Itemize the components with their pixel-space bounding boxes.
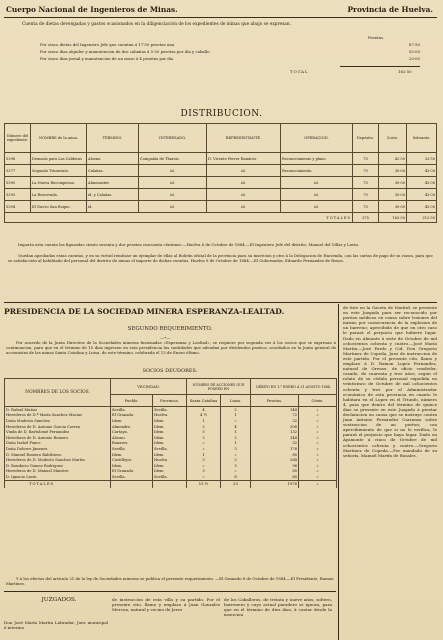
- header-rule: [4, 17, 437, 18]
- totals-row: [5, 213, 437, 223]
- cell: 80: [251, 469, 299, 475]
- fee-row: [40, 57, 420, 64]
- society-title: PRESIDENCIA DE LA SOCIEDAD MINERA ESPERANZA-LEALTAD.: [4, 307, 285, 316]
- cell: »: [299, 452, 337, 458]
- cell: Huelva.: [153, 413, 187, 419]
- cell: 96: [251, 463, 299, 469]
- cell: 3: [187, 457, 221, 463]
- cell: »: [299, 446, 337, 452]
- cell: Doña Isabel Ponce: [5, 441, 111, 447]
- cell: Alosno.: [87, 153, 139, 165]
- cell: 1: [187, 418, 221, 424]
- totals-label: TOTALES: [5, 213, 353, 223]
- table-row: [5, 153, 437, 165]
- cell: 2: [221, 407, 251, 413]
- cell: 23: [221, 480, 251, 488]
- cell: 4: [221, 424, 251, 430]
- fee-text: Por cinco dias jornal y manutencion de un mozo á 4 pesetas por dia: [40, 56, 174, 61]
- cell: 72: [251, 413, 299, 419]
- table-row: [5, 189, 437, 201]
- cell: 75: [353, 177, 379, 189]
- cell: »: [299, 480, 337, 488]
- approval-notice: Quedan aprobadas estas cuentas, y en su virtud remítase un ejemplar de ellas al Boletín oficial de la provincia para su insercion y otro á la Delegacion de Hacienda, con las cartas de pago de su razon, para que se satisfacción al habilitado del personal del distrito de minas el importe de dichas cuentas. Huelva 9 de Octubre de 1884.—El Gobernador, Eduardo Fernandez de Rosas.: [8, 253, 433, 263]
- provincia-header: Provincia.: [153, 395, 187, 407]
- cell: »: [299, 413, 337, 419]
- table-row: [5, 165, 437, 177]
- cell: D. Manuel Romero Baldivieso: [5, 452, 111, 458]
- ornament: —•—: [160, 335, 171, 340]
- cell: id.: [281, 201, 353, 213]
- cell: Cartaya.: [111, 429, 153, 435]
- table-row: [5, 177, 437, 189]
- cell: 1: [221, 429, 251, 435]
- dist-header: TERMINO.: [87, 124, 139, 153]
- distribution-table: [4, 123, 437, 223]
- cell: Idem: [153, 418, 187, 424]
- cell: Compañía de Tharsis.: [139, 153, 207, 165]
- cell: Herederos de D. Manuel Maestre: [5, 469, 111, 475]
- cell: id.: [207, 177, 281, 189]
- distribution-header-row: [5, 124, 437, 153]
- cell: Idem: [153, 429, 187, 435]
- cell: 42·50: [379, 153, 407, 165]
- cell: Segundo Triunviato.: [31, 165, 87, 177]
- dist-header: Sobrante.: [407, 124, 437, 153]
- fee-text: Por cinco dietas del Ingeniero Jefe que cuentan á 17'50 pesetas una: [40, 42, 175, 47]
- fees-total-label: TOTAL: [290, 69, 309, 74]
- cell: 45·00: [407, 189, 437, 201]
- cell: 1: [221, 413, 251, 419]
- cell: Idem: [153, 441, 187, 447]
- society-closing: Y á los efectos del artículo 21 de la ley de Sociedades mineras se publica el presente requerimiento. —El Granado 8 de Octubre de 1884.—El Presidente, Ramon Martinez.: [6, 576, 334, 586]
- fees-sum-line: [340, 66, 420, 67]
- cell: Reconocimiento.: [281, 165, 353, 177]
- cell: »: [187, 463, 221, 469]
- cell: D. Vicente Ferrer Ramírez.: [207, 153, 281, 165]
- cell: Huelva: [153, 457, 187, 463]
- cell: D. Bonifacio Gomez Rodriguez: [5, 463, 111, 469]
- cell: 208: [251, 424, 299, 430]
- cell: »: [221, 469, 251, 475]
- fee-amount: 20·00: [408, 56, 420, 61]
- cell: 5377: [5, 165, 31, 177]
- cell: Idem: [153, 424, 187, 430]
- cell: [153, 480, 187, 488]
- society-subtitle: SEGUNDO REQUERIMIENTO.: [127, 326, 213, 332]
- cell: »: [221, 418, 251, 424]
- santa-header: Santa Catalina: [187, 395, 221, 407]
- cell: 1: [221, 441, 251, 447]
- cell: D. Ignacio Lavin: [5, 474, 111, 480]
- cell: »: [299, 429, 337, 435]
- cell: 5390: [5, 177, 31, 189]
- cell: Idem: [153, 435, 187, 441]
- cell: Herederos de D. Modesto Sanchez Martin: [5, 457, 111, 463]
- cell: id.: [281, 177, 353, 189]
- cell: Herederos de D.ª María Sanchez Macias: [5, 413, 111, 419]
- cell: 45·00: [407, 177, 437, 189]
- cell: 30·00: [379, 201, 407, 213]
- cell: Alosno.: [111, 435, 153, 441]
- dist-header: NOMBRE de la mina.: [31, 124, 87, 153]
- header-right: Provincia de Huelva.: [347, 5, 433, 14]
- cell: 8: [221, 474, 251, 480]
- pesetas-header: Pesetas.: [251, 395, 299, 407]
- cell: Idem: [153, 463, 187, 469]
- cell: 2: [221, 435, 251, 441]
- cell: 75: [353, 201, 379, 213]
- cell: 212·50: [407, 213, 437, 223]
- cell: Sevilla.: [153, 407, 187, 413]
- cell: »: [299, 424, 337, 430]
- cell: 30·00: [379, 189, 407, 201]
- cell: Herederos de D. Antonio Romero: [5, 435, 111, 441]
- debtors-totals-label: TOTALES: [5, 480, 111, 488]
- cell: id.: [139, 201, 207, 213]
- debtors-totals-row: [5, 480, 337, 488]
- cell: 80: [251, 474, 299, 480]
- header-left: Cuerpo Nacional de Ingenieros de Minas.: [6, 5, 178, 14]
- cell: Sevilla.: [153, 446, 187, 452]
- juzgados-title: JUZGADOS.: [41, 597, 77, 603]
- cell: [111, 480, 153, 488]
- cell: id.: [87, 201, 139, 213]
- cell: 45·00: [407, 201, 437, 213]
- debtors-table: [4, 378, 337, 488]
- cell: Idem: [111, 418, 153, 424]
- cell: id.: [139, 189, 207, 201]
- cell: »: [299, 463, 337, 469]
- cell: id.: [139, 165, 207, 177]
- cell: Doña Modesta Sanchez: [5, 418, 111, 424]
- cell: El Nuevo San Roque.: [31, 201, 87, 213]
- cell: »: [299, 457, 337, 463]
- juzgados-col3: de los Caballeros, de treinta y nueve años, soltero, barrenero y cuyo actual paradero se ignora, para que en el término de diez dias, á contar desde la insercion: [224, 597, 332, 618]
- cell: 5393: [5, 189, 31, 201]
- cell: »: [299, 418, 337, 424]
- cell: 32·50: [407, 153, 437, 165]
- distribution-title: DISTRIBUCION.: [180, 109, 263, 119]
- society-body: Por acuerdo de la Junta Directiva de la Sociedades mineras fusionadas «Esperanza y Lealtad», se requiere por segunda vez á los socios que se expresan á continuacion, para que en el término de 15 dias ingresen en esta presidencia las cantidades que adeudan por dividendos pasivos, acordados en la Junta general de accionistas de las minas Santa Catalina y Luisa, de este término, celebrada el 13 de Enero último.: [6, 340, 336, 355]
- cell: Calañas.: [87, 165, 139, 177]
- cell: 2: [187, 435, 221, 441]
- cell: 32: [251, 418, 299, 424]
- fee-amount: 87·50: [408, 42, 420, 47]
- vecindad-header: VECINDAD.: [111, 379, 187, 395]
- cell: id. y Calañas.: [87, 189, 139, 201]
- cell: 1976: [251, 480, 299, 488]
- fees-intro: Cuenta de dietas devengadas y gastos ocasionados en la diligenciación de los expedientes de minas que abajo se expresan.: [22, 22, 291, 27]
- section-rule: [4, 302, 437, 303]
- cell: 4: [187, 407, 221, 413]
- cell: 176: [251, 446, 299, 452]
- cell: 5394: [5, 201, 31, 213]
- cell: Castillejos: [111, 457, 153, 463]
- debito-header: DÉBITO EN 1.° ENERO Á 31 AGOSTO 1884.: [251, 379, 337, 395]
- juzgados-col2: de instruccion de esta villa y su partido. Por el presente cito, llamo y emplazo á Juan Gonzalez Mercon, natural y vecino de Jerez: [112, 597, 220, 613]
- dist-header: Número del expediente.: [5, 124, 31, 153]
- cell: »: [221, 452, 251, 458]
- cell: El Granado.: [111, 413, 153, 419]
- cell: id.: [207, 165, 281, 177]
- luisa-header: Luisa.: [221, 395, 251, 407]
- debtors-header-row: [5, 379, 337, 395]
- cell: La Reservada.: [31, 189, 87, 201]
- cell: 3: [221, 463, 251, 469]
- dist-header: Costo.: [379, 124, 407, 153]
- acciones-header: NÚMERO DE ACCIONES QUE POSEEN EN: [187, 379, 251, 395]
- cell: Almendro: [111, 424, 153, 430]
- debtor-rows: [5, 407, 337, 481]
- cell: Idem: [153, 469, 187, 475]
- dist-header: OPERACION.: [281, 124, 353, 153]
- cell: 264: [251, 457, 299, 463]
- pueblo-header: Pueblo.: [111, 395, 153, 407]
- cell: Herederos de D. Antonio Garcia Correa: [5, 424, 111, 430]
- cell: 5: [187, 429, 221, 435]
- cell: »: [187, 446, 221, 452]
- cell: id.: [139, 177, 207, 189]
- cell: Reconocimiento y plano: [281, 153, 353, 165]
- cost-notice: Importa esta cuenta las figuradas ciento sesenta y dos pesetas cincuenta céntimos.—Huelva 6 de Octubre de 1884.—El Ingeniero Jefe del distrito, Manuel del Villar y Lavin.: [18, 242, 360, 247]
- cell: 162·50: [379, 213, 407, 223]
- fee-text: Por cinco dias alquiler y manutencion de dos cabañas á 5·50 pesetas por dia y caballo: [40, 49, 210, 54]
- section-rule: [4, 591, 336, 592]
- cell: 132: [251, 429, 299, 435]
- column-divider: [338, 304, 339, 640]
- fees-total: 162·50: [398, 69, 412, 74]
- cell: »: [299, 407, 337, 413]
- cell: 144: [251, 435, 299, 441]
- cell: 144: [251, 407, 299, 413]
- cell: 5398: [5, 153, 31, 165]
- cell: Idem: [111, 463, 153, 469]
- cell: »: [187, 441, 221, 447]
- cell: El Granado.: [111, 469, 153, 475]
- cell: Sevilla.: [153, 474, 187, 480]
- cell: 75: [353, 189, 379, 201]
- names-header: NOMBRES DE LOS SOCIOS.: [5, 379, 111, 407]
- cell: 75: [353, 165, 379, 177]
- cell: Doña Dolores Jimenez: [5, 446, 111, 452]
- dist-header: Depósito.: [353, 124, 379, 153]
- cell: 3: [221, 446, 251, 452]
- cell: »: [299, 474, 337, 480]
- cell: 30·00: [379, 165, 407, 177]
- fees-list: [40, 43, 420, 64]
- cell: 3: [187, 469, 221, 475]
- cell: Bonares.: [111, 441, 153, 447]
- cell: 15 ½: [187, 480, 221, 488]
- dist-header: INTERESADO.: [139, 124, 207, 153]
- cell: Viuda de D. Bartolomé Fernandez: [5, 429, 111, 435]
- cell: 4 ½: [187, 413, 221, 419]
- cell: Idem: [153, 452, 187, 458]
- cell: Demasía para Las Calderas: [31, 153, 87, 165]
- cell: id.: [281, 189, 353, 201]
- fees-currency: Pesetas.: [368, 35, 385, 40]
- juzgados-col1: Don José María Martin Labrador, Juez municipal é interino: [4, 620, 108, 631]
- cell: »: [299, 441, 337, 447]
- cell: 375: [353, 213, 379, 223]
- cell: id.: [207, 189, 281, 201]
- dist-header: REPRESENTANTE.: [207, 124, 281, 153]
- cell: D. Rafael Muñoz: [5, 407, 111, 413]
- fee-amount: 55·00: [408, 49, 420, 54]
- cell: »: [299, 469, 337, 475]
- cell: Sevilla.: [111, 407, 153, 413]
- cell: 30·00: [379, 177, 407, 189]
- cell: »: [187, 474, 221, 480]
- cts-header: Cénts.: [299, 395, 337, 407]
- cell: »: [299, 435, 337, 441]
- cell: 45·00: [407, 165, 437, 177]
- cell: id.: [207, 201, 281, 213]
- cell: 2: [187, 424, 221, 430]
- cell: Sevilla.: [111, 474, 153, 480]
- table-row: [5, 201, 437, 213]
- cell: Almonaster.: [87, 177, 139, 189]
- cell: 1: [187, 452, 221, 458]
- cell: 32: [251, 441, 299, 447]
- right-column-text: de éste en la Gaceta de Madrid, se presente en este Juzgado para ser reconocido por peritos médicos en causa sobre lesiones del mismo por consecuencia de la explosion de un barreno; apercibido de que en otro caso le parará el perjuicio que hubiere lugar. Dado en Almonte á siete de Octubre de mil ochocientos ochenta y cuatro.—José María Martin.—José Pardo y Cid. Don Gregorio Martinez de Copeda, Juez de instruccion de este partido. Por el presente cito, llamo y emplazo á D. Ramon Lopez Fernandez, natural de Orense, de oficio vendedor, casado, de cuarenta y tres años, segun el relato de su cédula personal expedida en veinticinco de Octubre de mil ochocientos ochenta y tres por el Administrador económico de esta provincia en cuanto le habitara en el Lopez en el Triunfo, número 4, para que dentro del término de quince dias se presente en este Juzgado á prestar declaracion en causa que se instruye contra Juan Antonio Fernandez Carranza sobre sustraccion de un porton; con apercibimiento de que si no lo verifica, le parará el perjuicio que haya lugar. Dado en Ayamonte á cinco de Octubre de mil ochocientos ochenta y cuatro.—Gregorio Martinez de Copeda.—Por mandado de su señoría, Manuel Martín de Rosales.: [343, 305, 437, 458]
- cell: Sevilla.: [111, 446, 153, 452]
- debtors-title: SOCIOS DEUDORES.: [142, 368, 198, 374]
- cell: La Nueva Recompensa.: [31, 177, 87, 189]
- cell: 75: [353, 153, 379, 165]
- cell: Idem: [111, 452, 153, 458]
- cell: 80: [251, 452, 299, 458]
- cell: 2: [221, 457, 251, 463]
